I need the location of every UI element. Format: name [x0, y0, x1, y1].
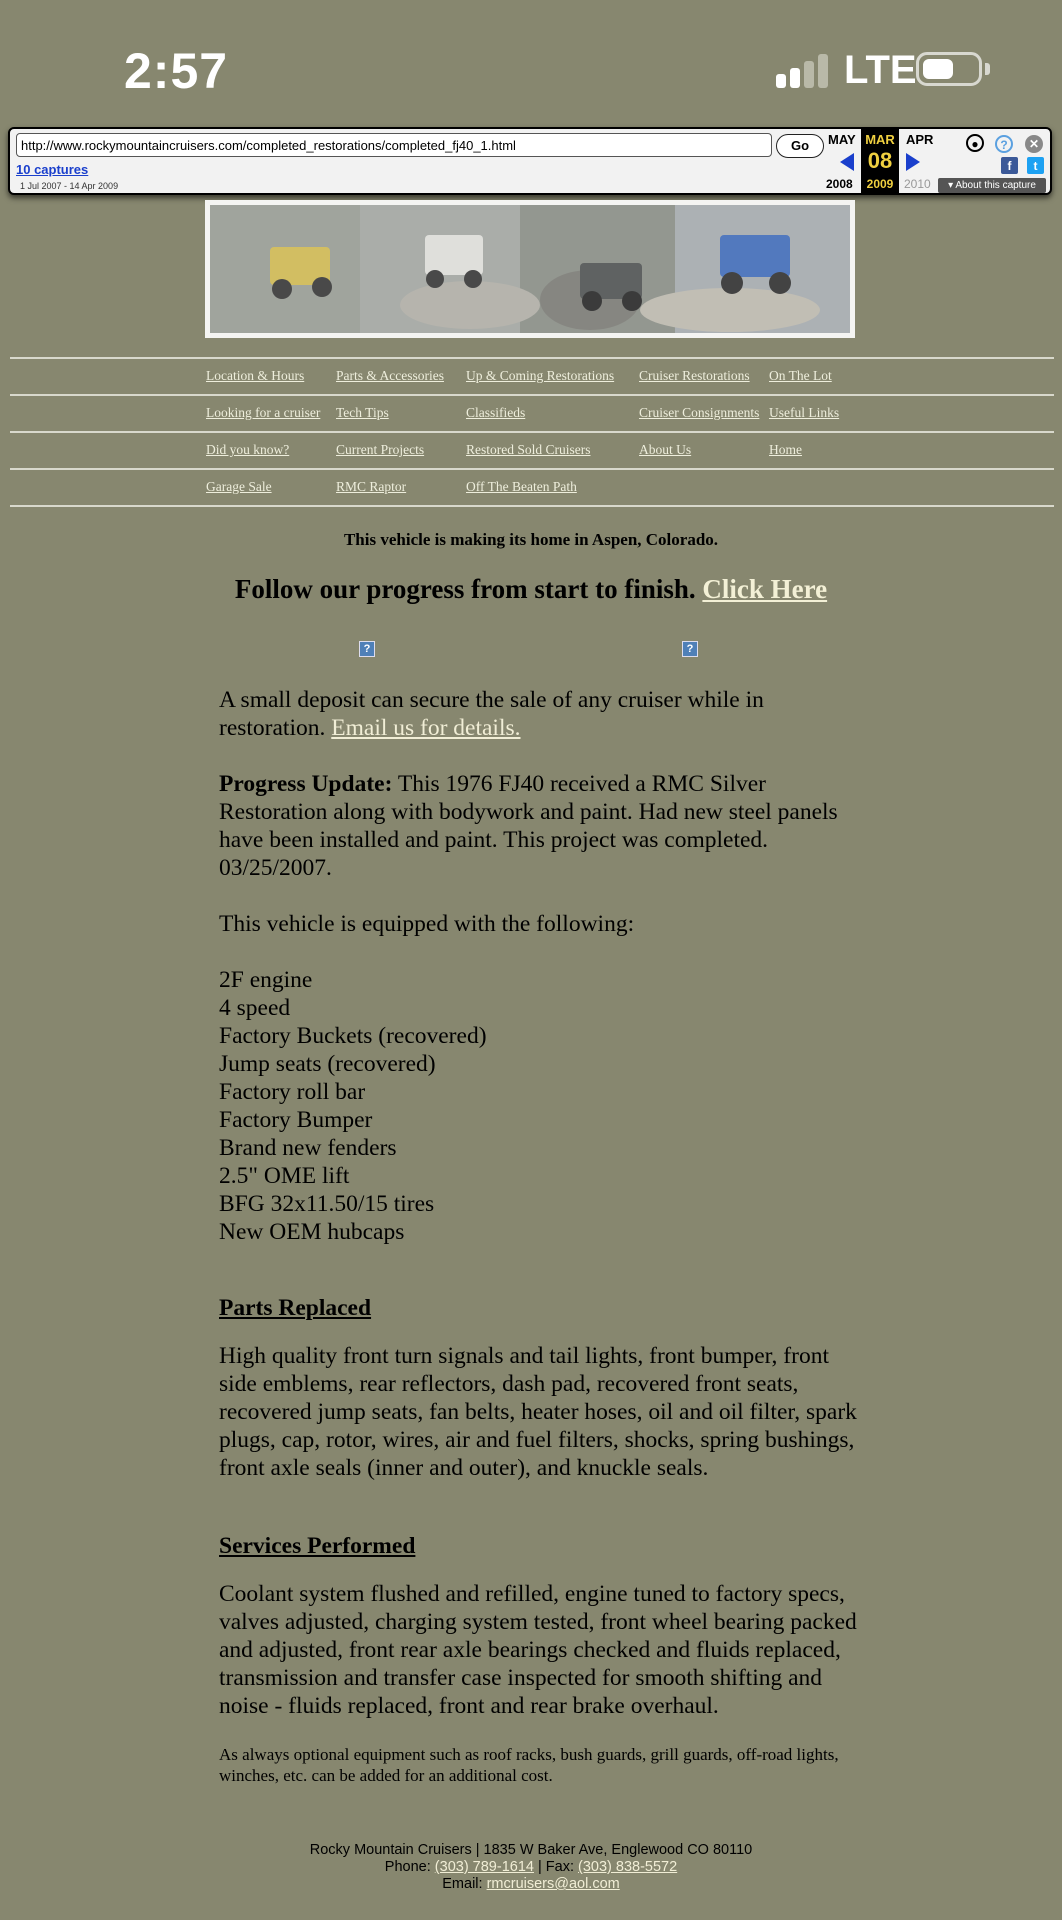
twitter-icon[interactable]: t — [1027, 157, 1044, 174]
fax-label: | Fax: — [538, 1859, 574, 1875]
prev-capture-arrow-icon[interactable] — [840, 153, 854, 171]
home-location-text: This vehicle is making its home in Aspen, Colorado. — [343, 530, 719, 549]
current-month: MAR — [865, 132, 895, 147]
nav-location-hours[interactable]: Location & Hours — [206, 368, 305, 383]
url-input[interactable]: http://www.rockymountaincruisers.com/completed_restorations/completed_fj40_1.html — [16, 133, 772, 157]
follow-progress — [0, 574, 1062, 605]
nav-divider — [10, 394, 1054, 396]
follow-text: Follow our progress from start to finish. — [234, 574, 696, 604]
nav-off-the-beaten-path[interactable]: Off The Beaten Path — [466, 479, 577, 494]
equipment-item: Factory Bumper — [219, 1107, 373, 1133]
nav-classifieds[interactable]: Classifieds — [466, 405, 526, 420]
footer — [0, 1842, 1062, 1893]
nav-garage-sale[interactable]: Garage Sale — [206, 479, 272, 494]
prev-year[interactable]: 2008 — [826, 177, 853, 191]
next-capture-arrow-icon[interactable] — [906, 153, 920, 171]
next-month[interactable]: APR — [906, 132, 934, 147]
equipment-item: 4 speed — [219, 995, 291, 1021]
optional-equipment-note: As always optional equipment such as roof racks, bush guards, grill guards, off-road lights, winches, etc. can be added for an additional cost. — [219, 1745, 839, 1785]
nav-divider — [10, 505, 1054, 507]
nav-on-the-lot[interactable]: On The Lot — [769, 368, 832, 383]
services-performed-text: Coolant system flushed and refilled, engine tuned to factory specs, valves adjusted, charging system tested, front wheel bearing packed and adjusted, front rear axle bearings checked and fluids replaced, transmission and transfer case inspected for smooth shifting and noise - fluids replaced, front and rear brake overhaul. — [219, 1581, 857, 1719]
equipment-item: 2.5" OME lift — [219, 1163, 350, 1189]
footer-email-line — [0, 1876, 1062, 1893]
current-capture — [861, 129, 899, 193]
nav-rmc-raptor[interactable]: RMC Raptor — [336, 479, 407, 494]
capture-date-range: 1 Jul 2007 - 14 Apr 2009 — [20, 181, 119, 191]
equipment-item: Factory roll bar — [219, 1079, 366, 1105]
parts-replaced-text: High quality front turn signals and tail lights, front bumper, front side emblems, rear reflectors, dash pad, recovered front seats, recovered jump seats, fan belts, heater hoses, oil and oil filter, spark plugs, cap, rotor, wires, air and fuel filters, shocks, spring bushings, front axle seals (inner and outer), and knuckle seals. — [219, 1343, 857, 1481]
wayback-toolbar — [8, 127, 1052, 195]
email-link[interactable]: rmcruisers@aol.com — [486, 1876, 620, 1892]
about-capture-label: About this capture — [955, 180, 1036, 191]
about-capture-button[interactable]: ▾ About this capture — [938, 178, 1046, 193]
fax-link[interactable]: (303) 838-5572 — [578, 1859, 678, 1875]
equipment-item: Jump seats (recovered) — [219, 1051, 436, 1077]
banner-photo-collage — [205, 200, 855, 338]
email-label: Email: — [442, 1876, 483, 1892]
nav-cruiser-consignments[interactable]: Cruiser Consignments — [639, 405, 760, 420]
go-button[interactable]: Go — [776, 134, 824, 158]
network-type: LTE — [844, 48, 917, 92]
next-year: 2010 — [904, 177, 931, 191]
nav-divider — [10, 431, 1054, 433]
progress-label: Progress Update: — [219, 771, 393, 797]
footer-address: Rocky Mountain Cruisers | 1835 W Baker Ave, Englewood CO 80110 — [309, 1842, 753, 1858]
nav-cruiser-restorations[interactable]: Cruiser Restorations — [639, 368, 750, 383]
click-here-link[interactable]: Click Here — [702, 574, 828, 604]
email-details-link[interactable]: Email us for details. — [331, 715, 521, 741]
nav-current-projects[interactable]: Current Projects — [336, 442, 425, 457]
broken-image-icon: ? — [682, 641, 698, 657]
deposit-text: A small deposit can secure the sale of any cruiser while in restoration. — [219, 687, 764, 741]
nav-divider — [10, 357, 1054, 359]
prev-month[interactable]: MAY — [828, 132, 856, 147]
current-day: 08 — [867, 148, 893, 173]
progress-text: This 1976 FJ40 received a RMC Silver Restoration along with bodywork and paint. Had new steel panels have been installed and paint. This project was completed. 03/25/2007. — [219, 771, 838, 881]
nav-up-coming-restorations[interactable]: Up & Coming Restorations — [466, 368, 615, 383]
nav-restored-sold-cruisers[interactable]: Restored Sold Cruisers — [466, 442, 591, 457]
status-time: 2:57 — [124, 43, 229, 99]
progress-paragraph — [219, 770, 859, 882]
nav-home[interactable]: Home — [769, 442, 802, 457]
equipment-item: New OEM hubcaps — [219, 1219, 405, 1245]
nav-looking-for-cruiser[interactable]: Looking for a cruiser — [206, 405, 321, 420]
main-content — [219, 686, 859, 1786]
battery-tip — [985, 63, 990, 75]
deposit-paragraph — [219, 686, 859, 742]
battery-icon — [916, 52, 982, 86]
broken-image-icon: ? — [359, 641, 375, 657]
signal-icon — [776, 52, 828, 88]
footer-phone-line — [0, 1859, 1062, 1876]
phone-label: Phone: — [384, 1859, 431, 1875]
account-icon[interactable]: ● — [966, 134, 984, 152]
close-icon[interactable]: ✕ — [1025, 135, 1043, 153]
nav-about-us[interactable]: About Us — [639, 442, 692, 457]
equipped-intro: This vehicle is equipped with the following: — [219, 911, 635, 937]
equipment-item: Factory Buckets (recovered) — [219, 1023, 487, 1049]
services-performed-heading: Services Performed — [219, 1533, 416, 1559]
help-icon[interactable]: ? — [995, 135, 1013, 153]
equipment-item: BFG 32x11.50/15 tires — [219, 1191, 435, 1217]
parts-replaced-heading: Parts Replaced — [219, 1295, 372, 1321]
nav-divider — [10, 468, 1054, 470]
facebook-icon[interactable]: f — [1001, 157, 1018, 174]
equipment-item: 2F engine — [219, 967, 313, 993]
nav-parts-accessories[interactable]: Parts & Accessories — [336, 368, 444, 383]
nav-did-you-know[interactable]: Did you know? — [206, 442, 290, 457]
equipment-item: Brand new fenders — [219, 1135, 397, 1161]
phone-link[interactable]: (303) 789-1614 — [434, 1859, 534, 1875]
equipment-list — [219, 966, 859, 1246]
nav-tech-tips[interactable]: Tech Tips — [336, 405, 389, 420]
current-year: 2009 — [866, 177, 894, 191]
nav-useful-links[interactable]: Useful Links — [769, 405, 840, 420]
captures-link[interactable]: 10 captures — [16, 162, 89, 177]
